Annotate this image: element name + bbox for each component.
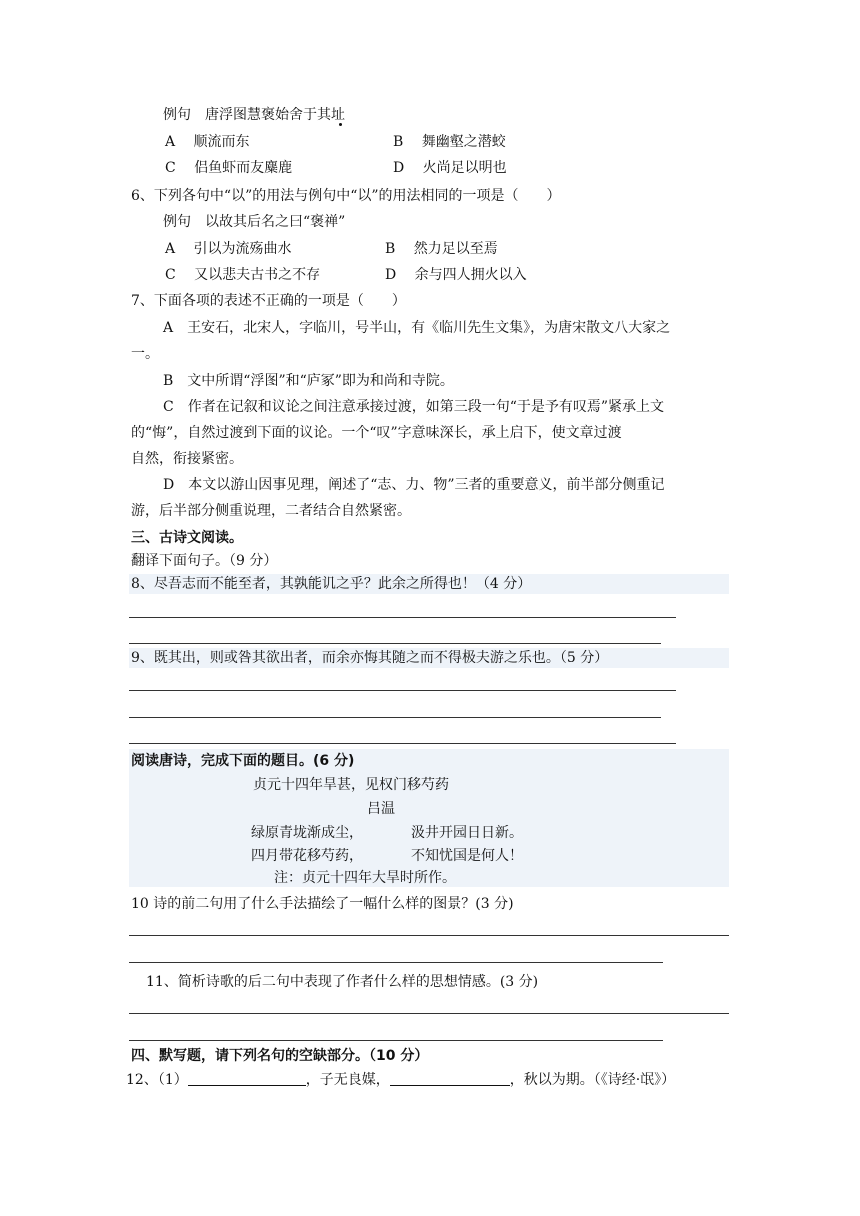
q6-example: 例句 以故其后名之曰“褒禅”	[163, 214, 346, 230]
q12-mid: ，子无良媒，	[305, 1072, 390, 1088]
q5-option-d: D 火尚足以明也	[393, 160, 507, 176]
q9-text: 9、既其出，则或咎其欲出者，而余亦悔其随之而不得极夫游之乐也。（5 分）	[131, 650, 609, 666]
q12-blank-2[interactable]	[390, 1071, 510, 1086]
q9-answer-line-2[interactable]	[129, 717, 661, 718]
q5-option-a: A 顺流而东	[165, 134, 250, 150]
q5-option-b: B 舞幽壑之潜蛟	[393, 134, 506, 150]
q11-answer-line-2[interactable]	[129, 1040, 663, 1041]
q6-option-a: A 引以为流殇曲水	[165, 241, 292, 257]
section3-intro: 翻译下面句子。（9 分）	[131, 553, 278, 569]
q8-text: 8、尽吾志而不能至者，其孰能讥之乎？此余之所得也！（4 分）	[131, 576, 532, 592]
q9-answer-line-1[interactable]	[129, 690, 676, 691]
q7-option-a-line1: A 王安石，北宋人，字临川，号半山，有《临川先生文集》，为唐宋散文八大家之	[163, 320, 671, 336]
q6-stem: 6、下列各句中“以”的用法与例句中“以”的用法相同的一项是（ ）	[131, 188, 561, 204]
q12-prefix: 12、（1）	[126, 1072, 188, 1088]
q11-answer-line-1[interactable]	[129, 1013, 729, 1014]
poem-line2b: 不知忧国是何人！	[411, 848, 523, 864]
q12-end: ，秋以为期。（《诗经·氓》）	[509, 1072, 676, 1088]
q7-option-d-line1: D 本文以游山因事见理，阐述了“志、力、物”三者的重要意义，前半部分侧重记	[163, 477, 665, 493]
q7-option-c-line3: 自然，衔接紧密。	[131, 451, 243, 467]
poem-line1b: 汲井开园日日新。	[411, 825, 523, 841]
poem-note: 注：贞元十四年大旱时所作。	[274, 870, 456, 886]
q7-stem: 7、下面各项的表述不正确的一项是（ ）	[131, 293, 406, 309]
poem-line2a: 四月带花移芍药，	[251, 848, 363, 864]
q10-answer-line-2[interactable]	[129, 962, 663, 963]
q10-text: 10 诗的前二句用了什么手法描绘了一幅什么样的图景？(3 分)	[131, 896, 514, 912]
q5-option-c: C 侣鱼虾而友麋鹿	[165, 160, 293, 176]
q7-option-a-line2: 一。	[131, 346, 159, 362]
q7-option-c-line1: C 作者在记叙和议论之间注意承接过渡，如第三段一句“于是予有叹焉”紧承上文	[163, 399, 665, 415]
q12-blank-1[interactable]	[188, 1071, 306, 1086]
q6-option-b: B 然力足以至焉	[385, 241, 498, 257]
poem-line1a: 绿原青垅渐成尘，	[251, 825, 363, 841]
q5-example-dot-舍	[340, 121, 341, 122]
q11-text: 11、简析诗歌的后二句中表现了作者什么样的思想情感。(3 分)	[146, 974, 539, 990]
poem-author: 吕温	[367, 801, 395, 817]
section4-heading: 四、默写题，请下列名句的空缺部分。（10 分）	[131, 1048, 429, 1064]
q6-option-c: C 又以悲夫古书之不存	[165, 267, 321, 283]
q5-example: 例句 唐浮图慧褒始舍于其址	[163, 107, 345, 123]
section3-heading: 三、古诗文阅读。	[131, 530, 243, 546]
q9-answer-line-3[interactable]	[129, 743, 676, 744]
poem-instruction: 阅读唐诗，完成下面的题目。(6 分)	[131, 753, 355, 769]
q6-option-d: D 余与四人拥火以入	[385, 267, 527, 283]
q8-answer-line-2[interactable]	[129, 643, 661, 644]
q10-answer-line-1[interactable]	[129, 935, 729, 936]
q7-option-d-line2: 游，后半部分侧重说理，二者结合自然紧密。	[131, 503, 411, 519]
q7-option-b: B 文中所谓“浮图”和“庐冢”即为和尚和寺院。	[163, 373, 454, 389]
q8-answer-line-1[interactable]	[129, 617, 676, 618]
poem-title: 贞元十四年旱甚，见权门移芍药	[253, 777, 449, 793]
q12-line	[126, 1071, 675, 1089]
q7-option-c-line2: 的“悔”，自然过渡到下面的议论。一个“叹”字意味深长，承上启下，使文章过渡	[131, 425, 622, 441]
